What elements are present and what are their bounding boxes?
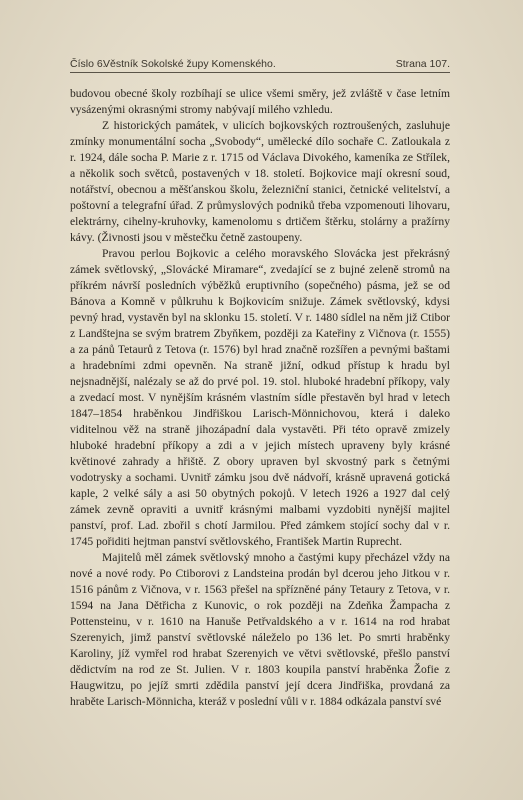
issue-number: Číslo 6. <box>70 58 106 70</box>
header-rule <box>70 72 450 73</box>
paragraph-castle-svetlov: Pravou perlou Bojkovic a celého moravského Slovácka jest překrásný zámek světlovský, „Slovácké Miramare“, zvedající se z bujné zeleně stromů na příkrém návrší posledních výběžků eruptivního (sopečného) pásma, jež se od Bánova a Komně v půlkruhu k Bojkovicím snižuje. Zámek světlovský, kdysi pevný hrad, vystavěn byl na sklonku 15. století. V r. 1480 sídlel na něm již Ctibor z Landštejna se svým bratrem Zbyňkem, později za Kateřiny z Vičnova (r. 1555) a za pánů Tetaurů z Tetova (r. 1576) byl hrad značně rozšířen a pevnými baštami a hradebními zdmi opevněn. Na straně jižní, odkud přístup k hradu byl nejsnadnější, nalézaly se až do prvé pol. 19. stol. hluboké hradební příkopy, valy a zvedací most. V nynějším krásném vlastním sídle přestavěn byl hrad v letech 1847–1854 hraběnkou Jindřiškou Larisch-Mönnichovou, která i daleko viditelnou věž na straně jihozápadní dala vystavěti. Při této opravě zmizely hluboké hradební příkopy a zdi a v jejich místech upraveny byly krásné květinové zahrady a hřiště. Z obory upraven byl skvostný park s četnými vodotrysky a sochami. Uvnitř zámku jsou dvě nádvoří, krásně upravená gotická kaple, 2 velké sály a asi 50 obytných pokojů. V letech 1926 a 1927 dal celý zámek zevně opraviti a uvnitř krásnými malbami vyzdobiti nynější majitel panství, prof. Lad. zbořil s chotí Jarmilou. Před zámkem stojící sochy dal v r. 1745 pořiditi hejtman panství světlovského, František Martin Ruprecht. <box>70 247 450 548</box>
paragraph-continuation: budovou obecné školy rozbíhají se ulice všemi směry, jež zvláště v čase letním vysázenými okrasnými stromy nabývají milého vzhledu. <box>70 87 450 116</box>
journal-title: Věstník Sokolské župy Komenského. <box>103 58 276 70</box>
page-number: Strana 107. <box>395 58 450 70</box>
article-body <box>70 86 450 710</box>
running-header <box>70 56 450 72</box>
paragraph-castle-owners: Majitelů měl zámek světlovský mnoho a častými kupy přecházel vždy na nové a nové rody. Po Ctiborovi z Landsteina prodán byl dcerou jeho Jitkou v r. 1516 pánům z Vičnova, v r. 1563 přešel na spřízněné pány Tetaury z Tetova, v r. 1594 na Jana Dětřicha z Kunovic, o rok později na Zdeňka Žampacha z Pottensteinu, v r. 1610 na Hanuše Petřvaldského a v r. 1614 na rod hrabat Szerenyich, jimž panství světlovské náleželo po 136 let. Po smrti hraběnky Karoliny, jíž vymřel rod hrabat Szerenyich ve větvi světlovské, přešlo panství dědictvím na rod ze St. Julien. V r. 1803 koupila panství hraběnka Žofie z Haugwitzu, po jejíž smrti zdědila panství její dcera Jindřiška, provdaná za hraběte Larisch-Mönnicha, kteráž v poslední vůli v r. 1884 odkázala panství své <box>70 551 450 708</box>
paragraph-historical-monuments: Z historických památek, v ulicích bojkovských roztroušených, zasluhuje zmínky monumentální socha „Svobody“, umělecké dílo sochaře C. Zatloukala z r. 1924, dále socha P. Marie z r. 1715 od Václava Divokého, kameníka ze Střílek, a několik soch světců, postavených v 18. století. Bojkovice mají okresní soud, notářství, obecnou a měšťanskou školu, železniční stanici, četnické velitelství, a poštovní a telegrafní úřad. Z průmyslových podniků třeba vzpomenouti lihovaru, elektrárny, cihelny-kruhovky, kamenolomu s drtičem štěrku, stolárny a pražírny kávy. (Živnosti jsou v městečku četně zastoupeny. <box>70 119 450 244</box>
